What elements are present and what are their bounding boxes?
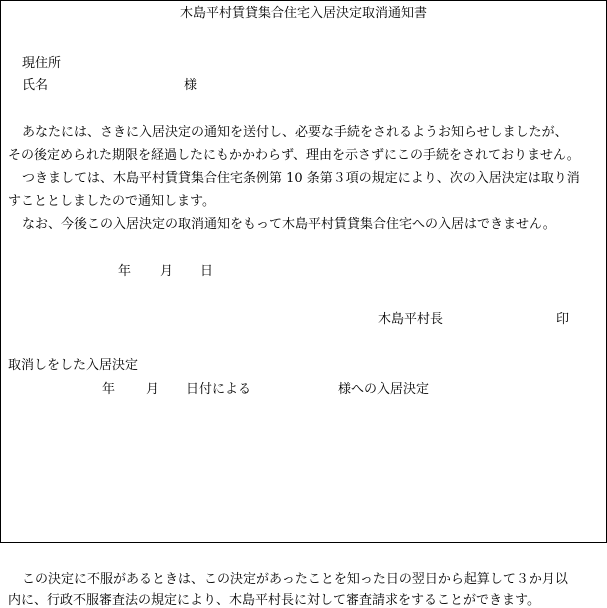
cancelled-month: 月 — [146, 382, 160, 397]
body-line-3: つきましては、木島平村賃貸集合住宅条例第 10 条第３項の規定により、次の入居決定は取り消 — [22, 171, 580, 186]
issuer-name: 木島平村長 — [378, 312, 444, 327]
appeal-notice-line-2: 内に、行政不服審査法の規定により、木島平村長に対して審査請求をすることができます。 — [8, 593, 540, 608]
issue-date-year: 年 — [118, 264, 132, 279]
issue-date-day: 日 — [200, 264, 214, 279]
body-line-2: その後定められた期限を経過したにもかかわらず、理由を示さずにこの手続をされておりません。 — [8, 148, 580, 163]
body-line-4: すこととしましたので通知します。 — [8, 194, 215, 209]
cancelled-recipient: 様への入居決定 — [338, 382, 430, 397]
document-title: 木島平村賃貸集合住宅入居決定取消通知書 — [179, 6, 427, 21]
seal-mark: 印 — [556, 312, 570, 327]
appeal-notice-line-1: この決定に不服があるときは、この決定があったことを知った日の翌日から起算して３か月以 — [22, 572, 568, 587]
cancelled-year: 年 — [102, 382, 116, 397]
cancelled-dated: 日付による — [186, 382, 252, 397]
cancelled-decision-label: 取消しをした入居決定 — [8, 358, 139, 373]
body-line-1: あなたには、さきに入居決定の通知を送付し、必要な手続をされるようお知らせしましたが、 — [22, 125, 568, 140]
name-label: 氏名 — [22, 78, 49, 93]
address-label: 現住所 — [22, 56, 62, 71]
issue-date-month: 月 — [160, 264, 174, 279]
honorific: 様 — [184, 78, 198, 93]
body-line-5: なお、今後この入居決定の取消通知をもって木島平村賃貸集合住宅への入居はできません。 — [22, 217, 556, 232]
